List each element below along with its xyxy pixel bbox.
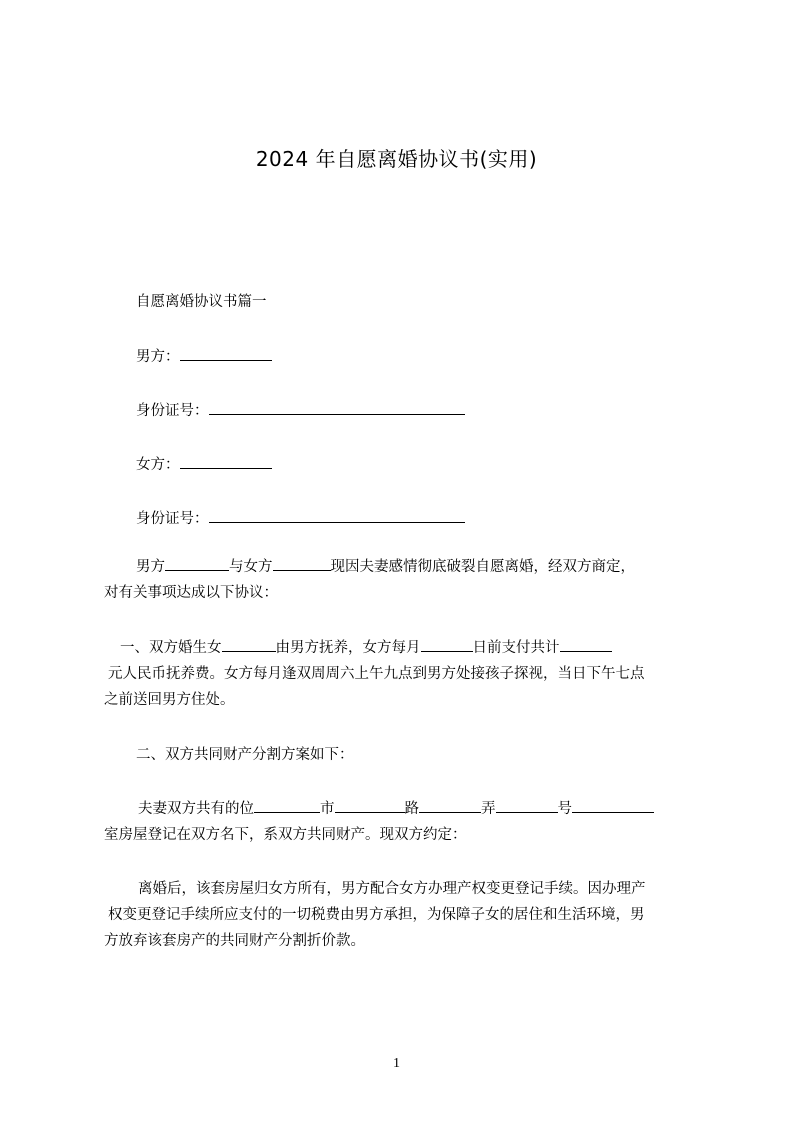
male-label: 男方：: [136, 349, 180, 365]
section-heading: 自愿离婚协议书篇一: [136, 294, 267, 310]
after-divorce-line-1: 离婚后，该套房屋归女方所有，男方配合女方办理产权变更登记手续。因办理产: [138, 881, 646, 897]
property-text-6: 室房屋登记在双方名下，系双方共同财产。现双方约定：: [104, 827, 467, 843]
female-label: 女方：: [136, 457, 180, 473]
clause1-text-1: 一、双方婚生女: [120, 640, 222, 656]
property-room-blank[interactable]: [572, 800, 654, 813]
property-text-3: 路: [404, 801, 419, 817]
document-title: 2024 年自愿离婚协议书(实用): [255, 147, 538, 171]
female-name-blank[interactable]: [180, 456, 272, 469]
female-id-label: 身份证号：: [136, 511, 209, 527]
intro-paragraph: [104, 554, 702, 606]
after-divorce-paragraph: [104, 876, 702, 954]
property-number-blank[interactable]: [496, 800, 558, 813]
clause1-text-2: 由男方抚养，女方每月: [275, 640, 421, 656]
male-name-blank[interactable]: [180, 348, 272, 361]
male-id-line: [136, 399, 465, 420]
after-divorce-line-2: 权变更登记手续所应支付的一切税费由男方承担，为保障子女的居住和生活环境，男: [108, 907, 645, 923]
property-text-2: 市: [320, 801, 335, 817]
clause1-blank-1[interactable]: [222, 639, 276, 652]
female-id-blank[interactable]: [209, 510, 465, 523]
property-paragraph: [104, 796, 702, 848]
page-number: 1: [393, 1056, 400, 1071]
property-text-4: 弄: [481, 801, 496, 817]
clause1-text-5: 之前送回男方住处。: [104, 692, 235, 708]
clause1-text-3: 日前支付共计: [472, 640, 560, 656]
intro-blank-2[interactable]: [273, 558, 331, 571]
intro-blank-1[interactable]: [165, 558, 229, 571]
male-id-label: 身份证号：: [136, 403, 209, 419]
male-id-blank[interactable]: [209, 402, 465, 415]
intro-text-2: 与女方: [229, 559, 273, 575]
clause-2-heading: 二、双方共同财产分割方案如下：: [136, 747, 354, 763]
property-text-5: 号: [557, 801, 572, 817]
male-party-line: [136, 345, 272, 366]
clause1-blank-2[interactable]: [421, 639, 473, 652]
female-party-line: [136, 453, 272, 474]
after-divorce-line-3: 方放弃该套房产的共同财产分割折价款。: [104, 933, 365, 949]
intro-text-3: 现因夫妻感情彻底破裂自愿离婚，经双方商定，: [330, 559, 635, 575]
property-road-blank[interactable]: [335, 800, 405, 813]
intro-text-1: 男方: [136, 559, 165, 575]
female-id-line: [136, 507, 465, 528]
intro-text-4: 对有关事项达成以下协议：: [104, 585, 278, 601]
clause1-text-4: 元人民币抚养费。女方每月逢双周周六上午九点到男方处接孩子探视，当日下午七点: [108, 666, 645, 682]
clause1-blank-3[interactable]: [560, 639, 612, 652]
property-lane-blank[interactable]: [419, 800, 481, 813]
clause-1-paragraph: [104, 635, 702, 713]
property-text-1: 夫妻双方共有的位: [138, 801, 254, 817]
property-city-blank[interactable]: [254, 800, 320, 813]
